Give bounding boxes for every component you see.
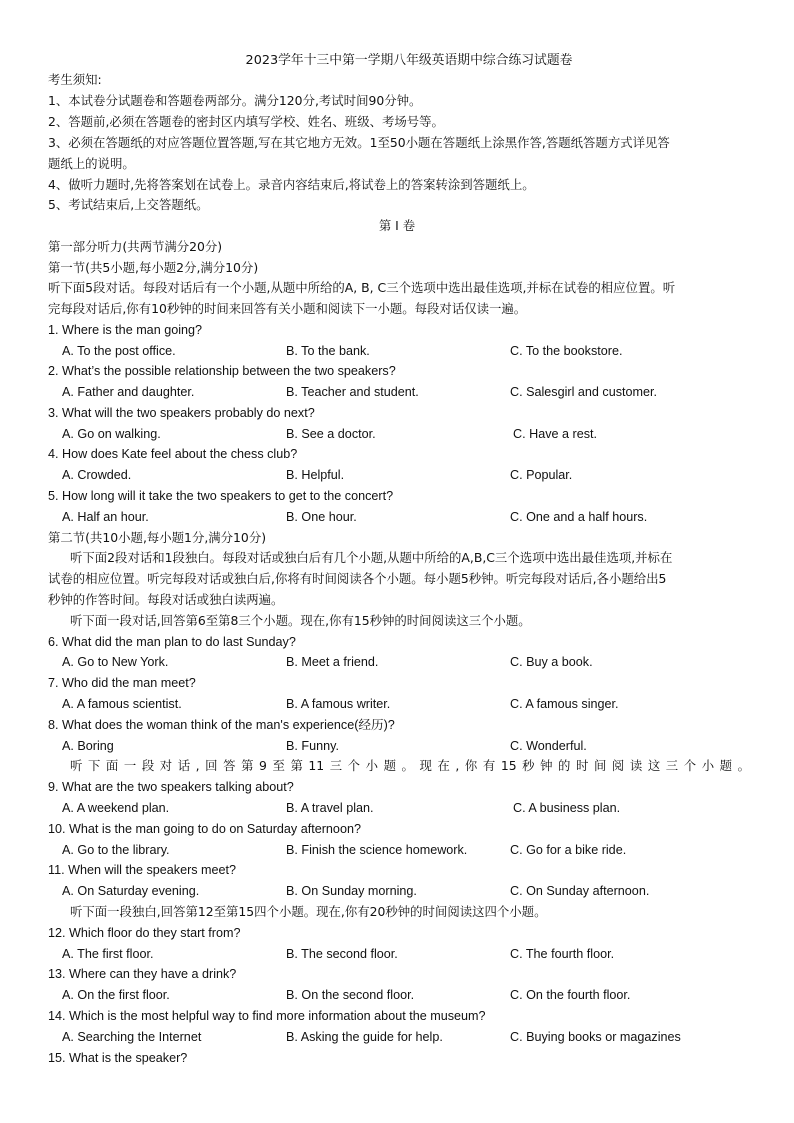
q3-option-c: C. Have a rest. <box>513 427 597 441</box>
q14-option-b: B. Asking the guide for help. <box>286 1030 443 1044</box>
exam-title: 2023学年十三中第一学期八年级英语期中综合练习试题卷 <box>245 53 573 68</box>
q2-option-c: C. Salesgirl and customer. <box>510 385 657 399</box>
q13-option-b: B. On the second floor. <box>286 988 415 1002</box>
section-2-instructions-end: 秒钟的作答时间。每段对话或独白读两遍。 <box>48 592 284 607</box>
q1-option-a: A. To the post office. <box>62 344 176 358</box>
q5-option-a: A. Half an hour. <box>62 510 149 524</box>
q7-option-c: C. A famous singer. <box>510 697 619 711</box>
section-2-heading: 第二节(共10小题,每小题1分,满分10分) <box>48 530 267 545</box>
notice-item-3: 3、必须在答题纸的对应答题位置答题,写在其它地方无效。1至50小题在答题纸上涂黑作答,答题纸答题方式详见答 <box>48 135 670 150</box>
q9-option-c: C. A business plan. <box>513 801 621 815</box>
q14-option-a: A. Searching the Internet <box>62 1030 202 1044</box>
question-2: 2. What’s the possible relationship between the two speakers? <box>48 364 396 378</box>
q12-option-a: A. The first floor. <box>62 947 154 961</box>
question-9: 9. What are the two speakers talking about? <box>48 780 294 794</box>
q8-option-a: A. Boring <box>62 739 114 753</box>
q11-option-b: B. On Sunday morning. <box>286 884 417 898</box>
q2-option-b: B. Teacher and student. <box>286 385 419 399</box>
notice-item-4: 4、做听力题时,先将答案划在试卷上。录音内容结束后,将试卷上的答案转涂到答题纸上。 <box>48 177 535 192</box>
notice-item-3-cont: 题纸上的说明。 <box>48 156 135 171</box>
section-1-heading: 第一节(共5小题,每小题2分,满分10分) <box>48 260 259 275</box>
q3-option-b: B. See a doctor. <box>286 427 376 441</box>
instruction-q12-q15: 听下面一段独白,回答第12至第15四个小题。现在,你有20秒钟的时间阅读这四个小题。 <box>70 904 547 919</box>
section-2-instructions-cont: 试卷的相应位置。听完每段对话或独白后,你将有时间阅读各个小题。每小题5秒钟。听完每段对话后,各小题给出5 <box>48 571 667 586</box>
question-8: 8. What does the woman think of the man's experience(经历)? <box>48 718 395 732</box>
instruction-q6-q8: 听下面一段对话,回答第6至第8三个小题。现在,你有15秒钟的时间阅读这三个小题。 <box>70 613 531 628</box>
part-heading: 第一部分听力(共两节满分20分) <box>48 239 223 254</box>
q3-option-a: A. Go on walking. <box>62 427 161 441</box>
question-7: 7. Who did the man meet? <box>48 676 196 690</box>
q8-option-c: C. Wonderful. <box>510 739 587 753</box>
q12-option-b: B. The second floor. <box>286 947 398 961</box>
q2-option-a: A. Father and daughter. <box>62 385 195 399</box>
q10-option-b: B. Finish the science homework. <box>286 843 468 857</box>
q13-option-c: C. On the fourth floor. <box>510 988 631 1002</box>
q12-option-c: C. The fourth floor. <box>510 947 615 961</box>
q6-option-c: C. Buy a book. <box>510 655 593 669</box>
section-1-instructions: 听下面5段对话。每段对话后有一个小题,从题中所给的A, B, C三个选项中选出最佳选项,并标在试卷的相应位置。听 <box>48 280 676 295</box>
question-14: 14. Which is the most helpful way to find more information about the museum? <box>48 1009 486 1023</box>
question-12: 12. Which floor do they start from? <box>48 926 241 940</box>
question-5: 5. How long will it take the two speakers to get to the concert? <box>48 489 394 503</box>
q6-option-a: A. Go to New York. <box>62 655 169 669</box>
q4-option-a: A. Crowded. <box>62 468 132 482</box>
q7-option-a: A. A famous scientist. <box>62 697 182 711</box>
q5-option-b: B. One hour. <box>286 510 357 524</box>
q8-option-b: B. Funny. <box>286 739 339 753</box>
q11-option-c: C. On Sunday afternoon. <box>510 884 650 898</box>
q4-option-b: B. Helpful. <box>286 468 345 482</box>
q4-option-c: C. Popular. <box>510 468 573 482</box>
q11-option-a: A. On Saturday evening. <box>62 884 200 898</box>
question-13: 13. Where can they have a drink? <box>48 967 237 981</box>
volume-heading: 第 I 卷 <box>378 218 416 233</box>
notice-heading: 考生须知: <box>48 72 102 87</box>
notice-item-1: 1、本试卷分试题卷和答题卷两部分。满分120分,考试时间90分钟。 <box>48 93 422 108</box>
question-10: 10. What is the man going to do on Saturday afternoon? <box>48 822 361 836</box>
instruction-q9-q11: 听下面一段对话,回答第9至第11三个小题。现在,你有15秒钟的时间阅读这三个小题。 <box>70 758 750 773</box>
q5-option-c: C. One and a half hours. <box>510 510 648 524</box>
notice-item-5: 5、考试结束后,上交答题纸。 <box>48 197 209 212</box>
section-1-instructions-cont: 完每段对话后,你有10秒钟的时间来回答有关小题和阅读下一小题。每段对话仅读一遍。 <box>48 301 527 316</box>
q14-option-c: C. Buying books or magazines <box>510 1030 681 1044</box>
question-15: 15. What is the speaker? <box>48 1051 188 1065</box>
notice-item-2: 2、答题前,必须在答题卷的密封区内填写学校、姓名、班级、考场号等。 <box>48 114 444 129</box>
q10-option-c: C. Go for a bike ride. <box>510 843 627 857</box>
question-3: 3. What will the two speakers probably do next? <box>48 406 315 420</box>
q9-option-a: A. A weekend plan. <box>62 801 170 815</box>
question-4: 4. How does Kate feel about the chess club? <box>48 447 298 461</box>
q9-option-b: B. A travel plan. <box>286 801 374 815</box>
q1-option-b: B. To the bank. <box>286 344 370 358</box>
question-6: 6. What did the man plan to do last Sunday? <box>48 635 296 649</box>
q10-option-a: A. Go to the library. <box>62 843 170 857</box>
section-2-instructions: 听下面2段对话和1段独白。每段对话或独白后有几个小题,从题中所给的A,B,C三个选项中选出最佳选项,并标在 <box>70 550 673 565</box>
q1-option-c: C. To the bookstore. <box>510 344 623 358</box>
q13-option-a: A. On the first floor. <box>62 988 170 1002</box>
question-11: 11. When will the speakers meet? <box>48 863 237 877</box>
question-1: 1. Where is the man going? <box>48 323 203 337</box>
q6-option-b: B. Meet a friend. <box>286 655 379 669</box>
q7-option-b: B. A famous writer. <box>286 697 391 711</box>
